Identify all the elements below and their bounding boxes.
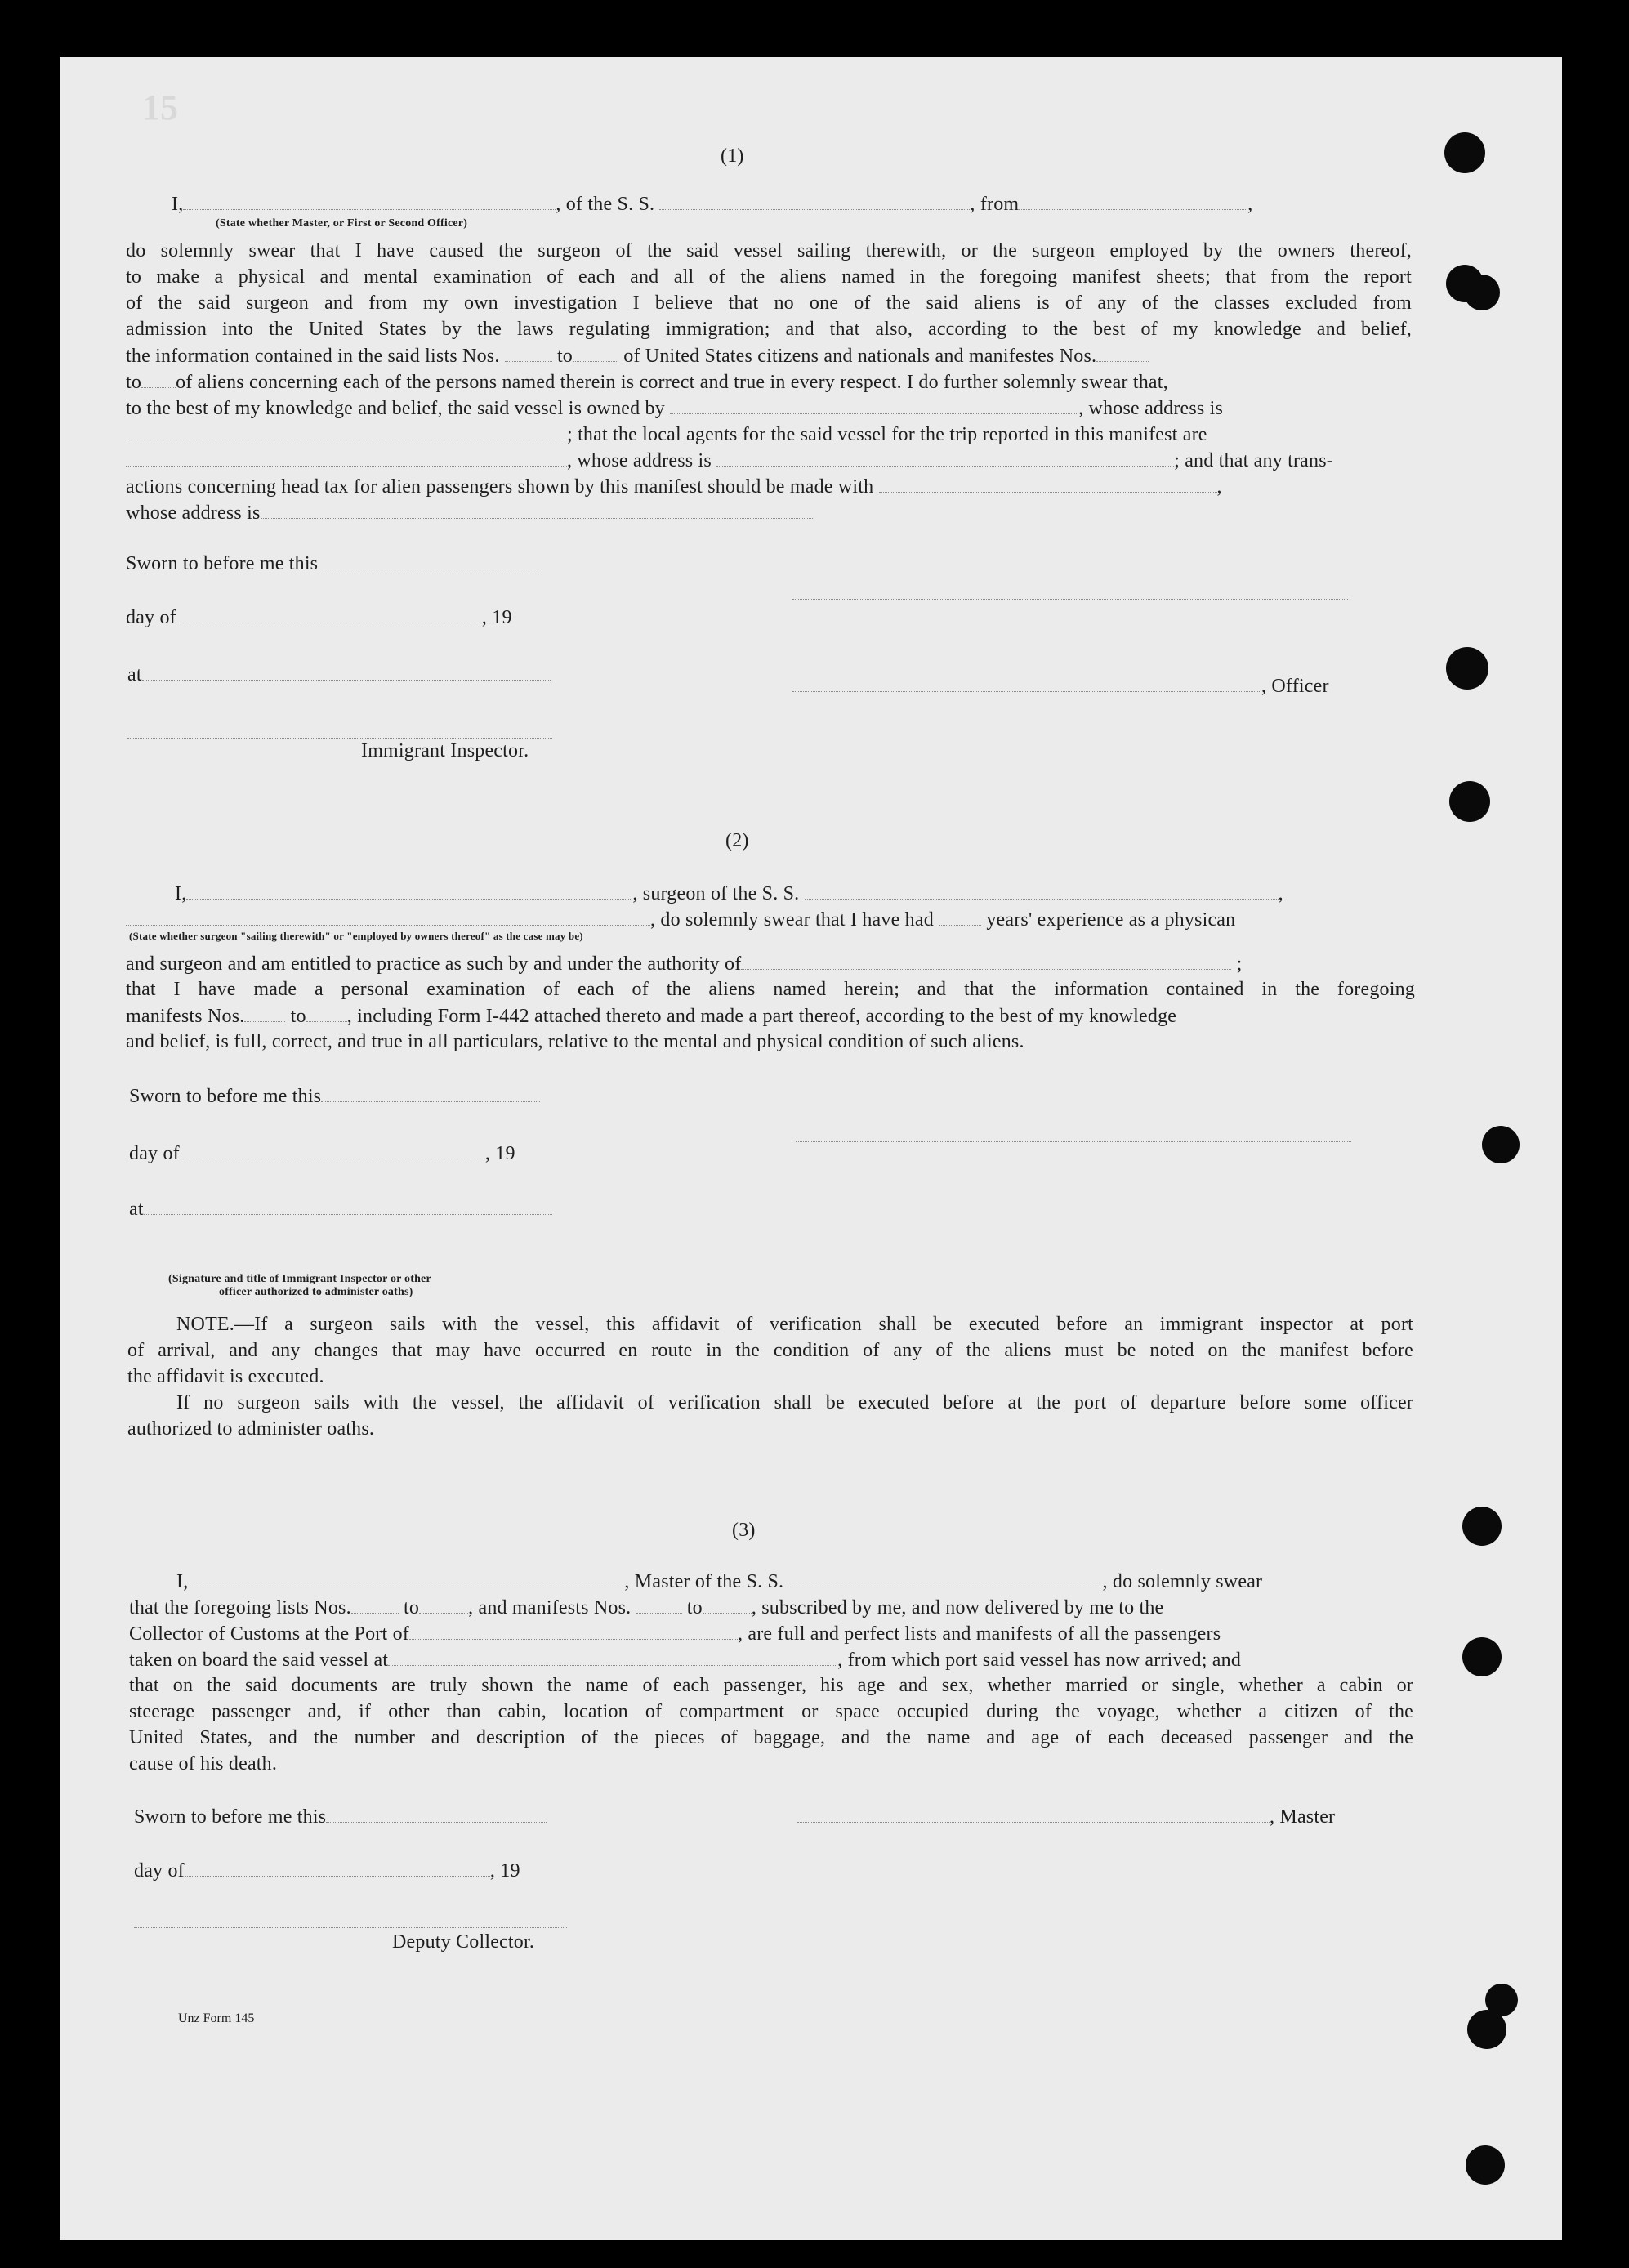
sec2-signature-caption-1: (Signature and title of Immigrant Inspector or other: [168, 1273, 431, 1285]
binder-hole: [1449, 781, 1490, 822]
sec1-line-9: , whose address is ; and that any trans-: [126, 449, 1333, 472]
sec3-line-1: that the foregoing lists Nos. to , and manifests Nos. to , subscribed by me, and now delivered by me to the: [129, 1597, 1164, 1618]
document-page: [60, 57, 1562, 2240]
sec2-note-line-2: of arrival, and any changes that may have occurred en route in the condition of any of the aliens must be noted on the manifest before: [127, 1340, 1413, 1361]
binder-hole: [1462, 1507, 1502, 1546]
sec1-line-2: to make a physical and mental examination of each and all of the aliens named in the foregoing manifest sheets; that from the report: [126, 266, 1412, 288]
sec3-deputy-label: Deputy Collector.: [392, 1931, 535, 1953]
sec1-at: at: [127, 663, 551, 686]
sec1-line-8: ; that the local agents for the said vessel for the trip reported in this manifest are: [126, 423, 1207, 446]
sec1-inspector-line: [127, 737, 552, 739]
sec1-line-10: actions concerning head tax for alien passengers shown by this manifest should be made with ,: [126, 476, 1222, 498]
sec3-line-0: I, , Master of the S. S. , do solemnly swear: [176, 1571, 1263, 1592]
sec3-deputy-line: [134, 1926, 567, 1928]
sec1-line-3: of the said surgeon and from my own investigation I believe that no one of the said aliens is of any of the classes excluded from: [126, 292, 1412, 314]
binder-hole: [1446, 647, 1488, 690]
sec3-day: day of , 19: [134, 1860, 520, 1882]
sec2-line-2: and surgeon and am entitled to practice as such by and under the authority of ;: [126, 953, 1243, 975]
sec1-line-1: do solemnly swear that I have caused the surgeon of the said vessel sailing therewith, or the surgeon employed by the owners thereof,: [126, 240, 1412, 261]
sec1-sworn: Sworn to before me this: [126, 552, 538, 575]
sec1-officer-caption: (State whether Master, or First or Second Officer): [216, 217, 468, 230]
sec1-day: day of , 19: [126, 607, 512, 628]
sec2-line-3: that I have made a personal examination of each of the aliens named herein; and that the information contained in the foregoing: [126, 979, 1415, 1000]
binder-hole: [1467, 2010, 1506, 2049]
sec3-line-6: United States, and the number and description of the pieces of baggage, and the name and age of each deceased passenger and the: [129, 1727, 1413, 1748]
sec2-line-0: I, , surgeon of the S. S. ,: [175, 883, 1283, 904]
section-3-number: (3): [732, 1520, 756, 1541]
sec3-line-3: taken on board the said vessel at , from which port said vessel has now arrived; and: [129, 1650, 1242, 1671]
sec2-signature-line: [796, 1141, 1351, 1142]
sec1-inspector-label: Immigrant Inspector.: [361, 740, 529, 761]
binder-hole: [1462, 1637, 1502, 1676]
section-1-number: (1): [721, 145, 744, 167]
sec1-line-5: the information contained in the said lists Nos. to of United States citizens and nationals and manifestes Nos.: [126, 345, 1149, 368]
binder-hole: [1464, 275, 1500, 310]
sec2-note-line-4: If no surgeon sails with the vessel, the affidavit of verification shall be executed before at the port of departure before some officer: [176, 1392, 1413, 1413]
sec1-line-6: to of aliens concerning each of the persons named therein is correct and true in every respect. I do further solemnly swear that,: [126, 372, 1168, 393]
sec2-sworn: Sworn to before me this: [129, 1085, 540, 1108]
section-2-number: (2): [725, 830, 749, 851]
sec2-at: at: [129, 1198, 552, 1221]
sec1-signature-line: [792, 598, 1348, 600]
sec1-line-0: I, , of the S. S. , from ,: [172, 194, 1253, 215]
sec3-line-4: that on the said documents are truly shown the name of each passenger, his age and sex, whether married or single, whether a cabin or: [129, 1675, 1413, 1696]
sec2-line-4: manifests Nos. to , including Form I-442 attached thereto and made a part thereof, according to the best of my knowledge: [126, 1006, 1177, 1027]
binder-hole: [1444, 132, 1485, 173]
sec2-note-line-1: NOTE.—If a surgeon sails with the vessel, this affidavit of verification shall be executed before an immigrant inspector at port: [176, 1314, 1413, 1335]
sec2-signature-caption-2: officer authorized to administer oaths): [219, 1286, 413, 1298]
sec3-sworn: Sworn to before me this: [134, 1806, 547, 1828]
sec2-day: day of , 19: [129, 1143, 515, 1164]
sec1-line-7: to the best of my knowledge and belief, the said vessel is owned by , whose address is: [126, 398, 1224, 419]
sec2-note-line-5: authorized to administer oaths.: [127, 1418, 375, 1440]
sec3-line-5: steerage passenger and, if other than cabin, location of compartment or space occupied during the voyage, whether a citizen of the: [129, 1701, 1413, 1722]
sec2-surgeon-caption: (State whether surgeon "sailing therewith" or "employed by owners thereof" as the case may be): [129, 930, 583, 942]
sec3-line-2: Collector of Customs at the Port of , are full and perfect lists and manifests of all the passengers: [129, 1623, 1221, 1645]
sec2-line-5: and belief, is full, correct, and true in all particulars, relative to the mental and physical condition of such aliens.: [126, 1031, 1024, 1052]
sec3-line-7: cause of his death.: [129, 1753, 278, 1775]
sec1-line-11: whose address is: [126, 502, 813, 525]
sec2-note-line-3: the affidavit is executed.: [127, 1366, 324, 1387]
sec1-officer: , Officer: [792, 675, 1329, 698]
sec1-line-4: admission into the United States by the laws regulating immigration; and that also, according to the best of my knowledge and belief,: [126, 319, 1412, 340]
sec2-line-1: , do solemnly swear that I have had years' experience as a physican: [126, 909, 1235, 931]
binder-hole: [1466, 2145, 1505, 2185]
form-number: Unz Form 145: [178, 2011, 255, 2025]
corner-mark: 15: [142, 87, 178, 127]
sec3-master: , Master: [797, 1806, 1335, 1828]
binder-hole: [1482, 1126, 1520, 1163]
